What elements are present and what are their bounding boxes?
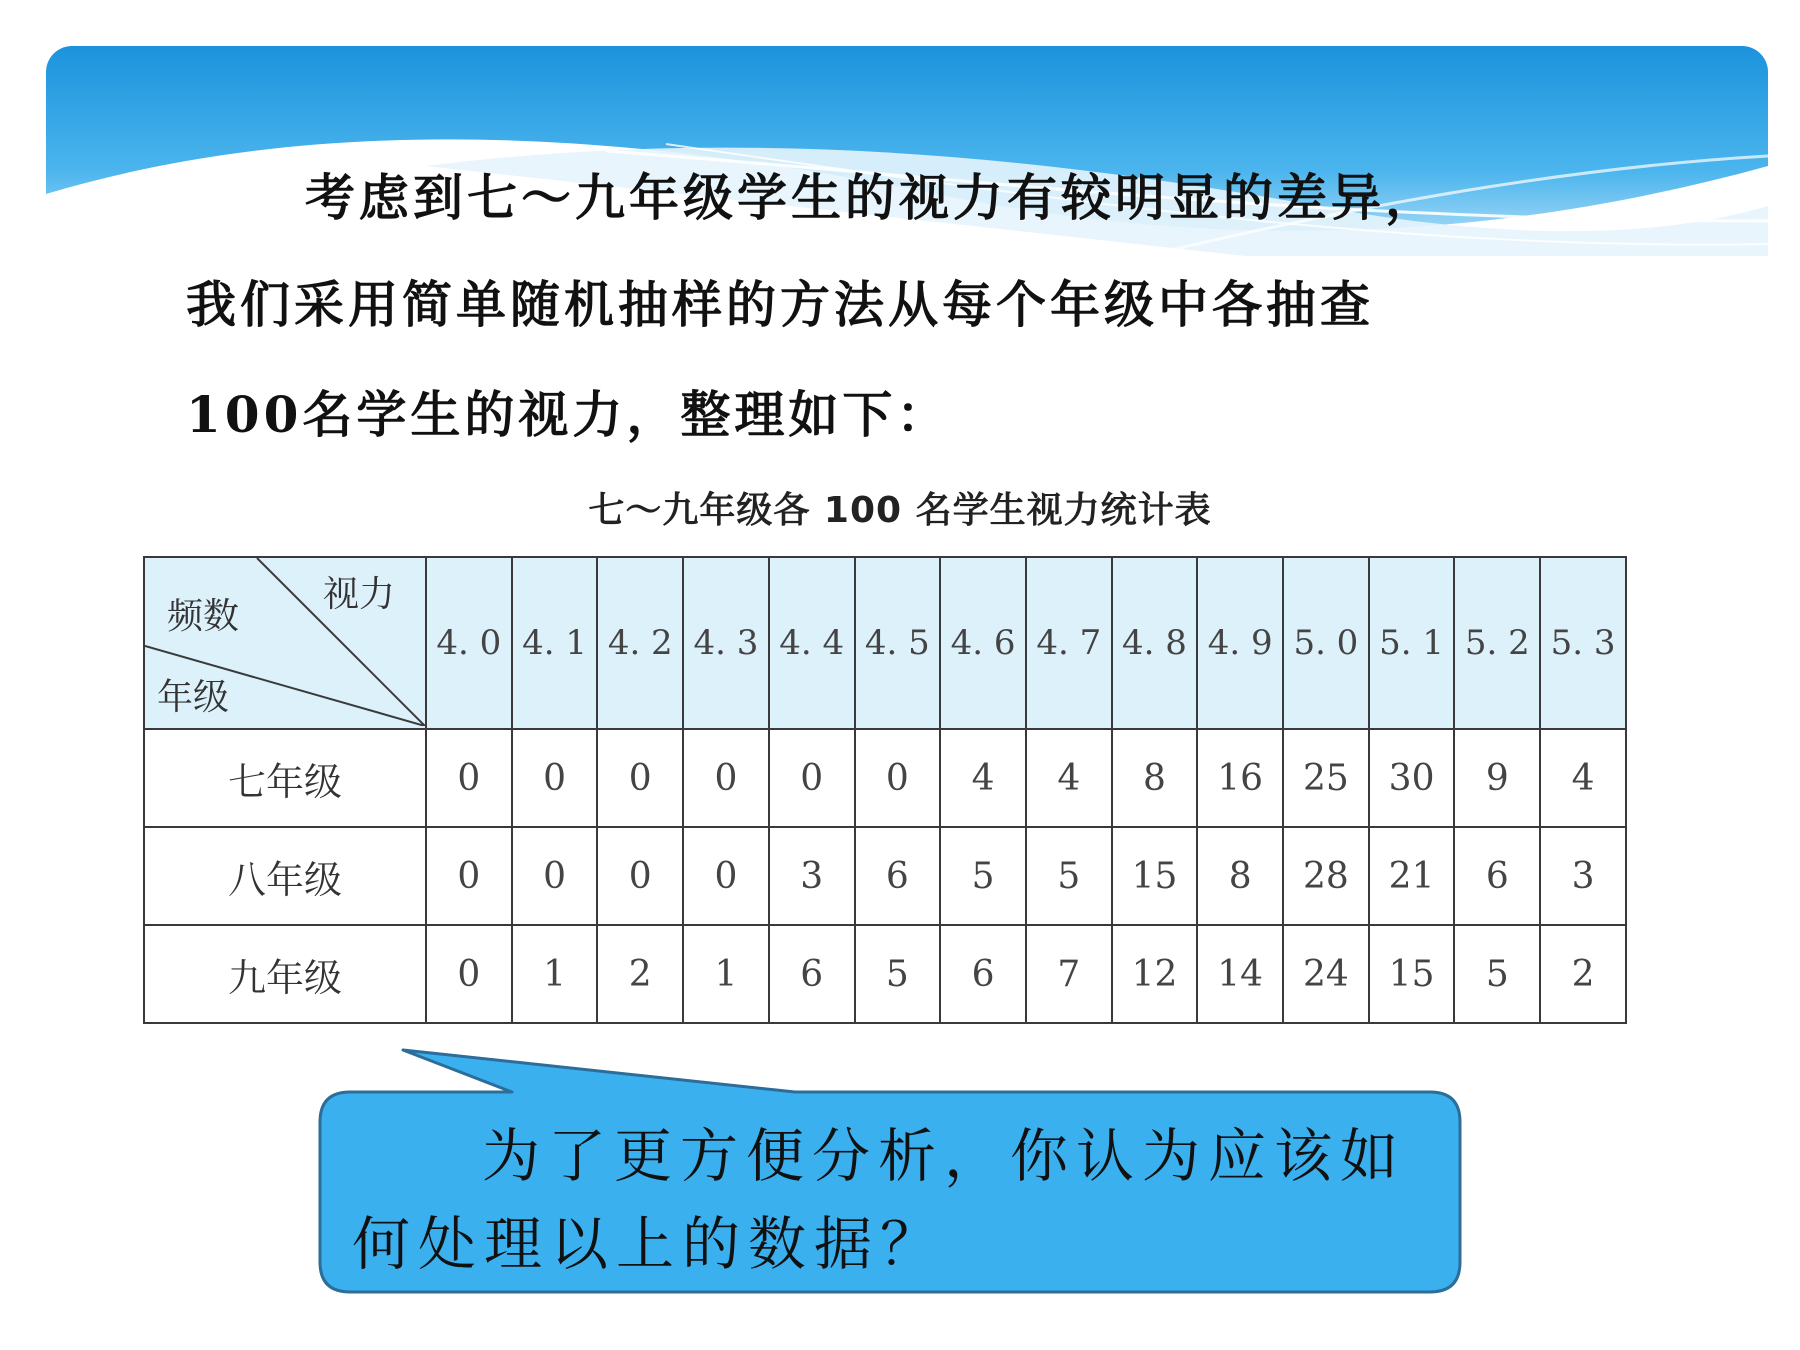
column-header: 5. 2 (1454, 557, 1540, 729)
frequency-cell: 0 (426, 925, 512, 1023)
frequency-cell: 6 (1454, 827, 1540, 925)
column-header: 5. 1 (1369, 557, 1455, 729)
frequency-cell: 15 (1369, 925, 1455, 1023)
frequency-cell: 0 (426, 729, 512, 827)
frequency-cell: 0 (597, 729, 683, 827)
frequency-cell: 4 (940, 729, 1026, 827)
row-label-grade: 九年级 (144, 925, 426, 1023)
corner-label-frequency: 频数 (167, 596, 240, 637)
frequency-cell: 7 (1026, 925, 1112, 1023)
frequency-cell: 24 (1283, 925, 1369, 1023)
frequency-cell: 5 (1454, 925, 1540, 1023)
table-title: 七～九年级各 100 名学生视力统计表 (588, 490, 1212, 531)
column-header: 4. 4 (769, 557, 855, 729)
frequency-cell: 28 (1283, 827, 1369, 925)
column-header: 4. 3 (683, 557, 769, 729)
frequency-cell: 0 (426, 827, 512, 925)
column-header: 4. 7 (1026, 557, 1112, 729)
frequency-cell: 15 (1112, 827, 1198, 925)
column-header: 4. 6 (940, 557, 1026, 729)
frequency-cell: 6 (855, 827, 941, 925)
frequency-cell: 6 (769, 925, 855, 1023)
frequency-cell: 0 (597, 827, 683, 925)
frequency-cell: 9 (1454, 729, 1540, 827)
column-header: 5. 0 (1283, 557, 1369, 729)
row-label-grade: 七年级 (144, 729, 426, 827)
frequency-cell: 0 (683, 729, 769, 827)
frequency-cell: 4 (1026, 729, 1112, 827)
frequency-cell: 3 (1540, 827, 1626, 925)
column-header: 4. 1 (512, 557, 598, 729)
frequency-cell: 4 (1540, 729, 1626, 827)
frequency-cell: 6 (940, 925, 1026, 1023)
column-header: 4. 2 (597, 557, 683, 729)
frequency-cell: 3 (769, 827, 855, 925)
frequency-cell: 5 (855, 925, 941, 1023)
intro-line-1: 考虑到七～九年级学生的视力有较明显的差异， (305, 168, 1439, 227)
frequency-cell: 1 (683, 925, 769, 1023)
frequency-cell: 14 (1197, 925, 1283, 1023)
column-header: 4. 9 (1197, 557, 1283, 729)
intro-line-3: 100名学生的视力，整理如下： (186, 385, 951, 444)
frequency-cell: 30 (1369, 729, 1455, 827)
frequency-cell: 16 (1197, 729, 1283, 827)
column-header: 5. 3 (1540, 557, 1626, 729)
frequency-cell: 2 (1540, 925, 1626, 1023)
frequency-cell: 0 (683, 827, 769, 925)
column-header: 4. 0 (426, 557, 512, 729)
corner-label-grade: 年级 (157, 677, 230, 718)
callout-question: 为了更方便分析，你认为应该如何处理以上的数据？ (352, 1122, 1407, 1278)
frequency-cell: 0 (855, 729, 941, 827)
frequency-cell: 0 (512, 729, 598, 827)
frequency-cell: 8 (1112, 729, 1198, 827)
frequency-cell: 5 (1026, 827, 1112, 925)
frequency-cell: 0 (512, 827, 598, 925)
corner-label-vision: 视力 (322, 574, 395, 615)
column-header: 4. 5 (855, 557, 941, 729)
frequency-cell: 1 (512, 925, 598, 1023)
frequency-cell: 0 (769, 729, 855, 827)
column-header: 4. 8 (1112, 557, 1198, 729)
row-label-grade: 八年级 (144, 827, 426, 925)
frequency-cell: 21 (1369, 827, 1455, 925)
frequency-cell: 2 (597, 925, 683, 1023)
frequency-cell: 8 (1197, 827, 1283, 925)
frequency-cell: 12 (1112, 925, 1198, 1023)
frequency-cell: 25 (1283, 729, 1369, 827)
frequency-cell: 5 (940, 827, 1026, 925)
intro-line-2: 我们采用简单随机抽样的方法从每个年级中各抽查 (186, 275, 1374, 334)
